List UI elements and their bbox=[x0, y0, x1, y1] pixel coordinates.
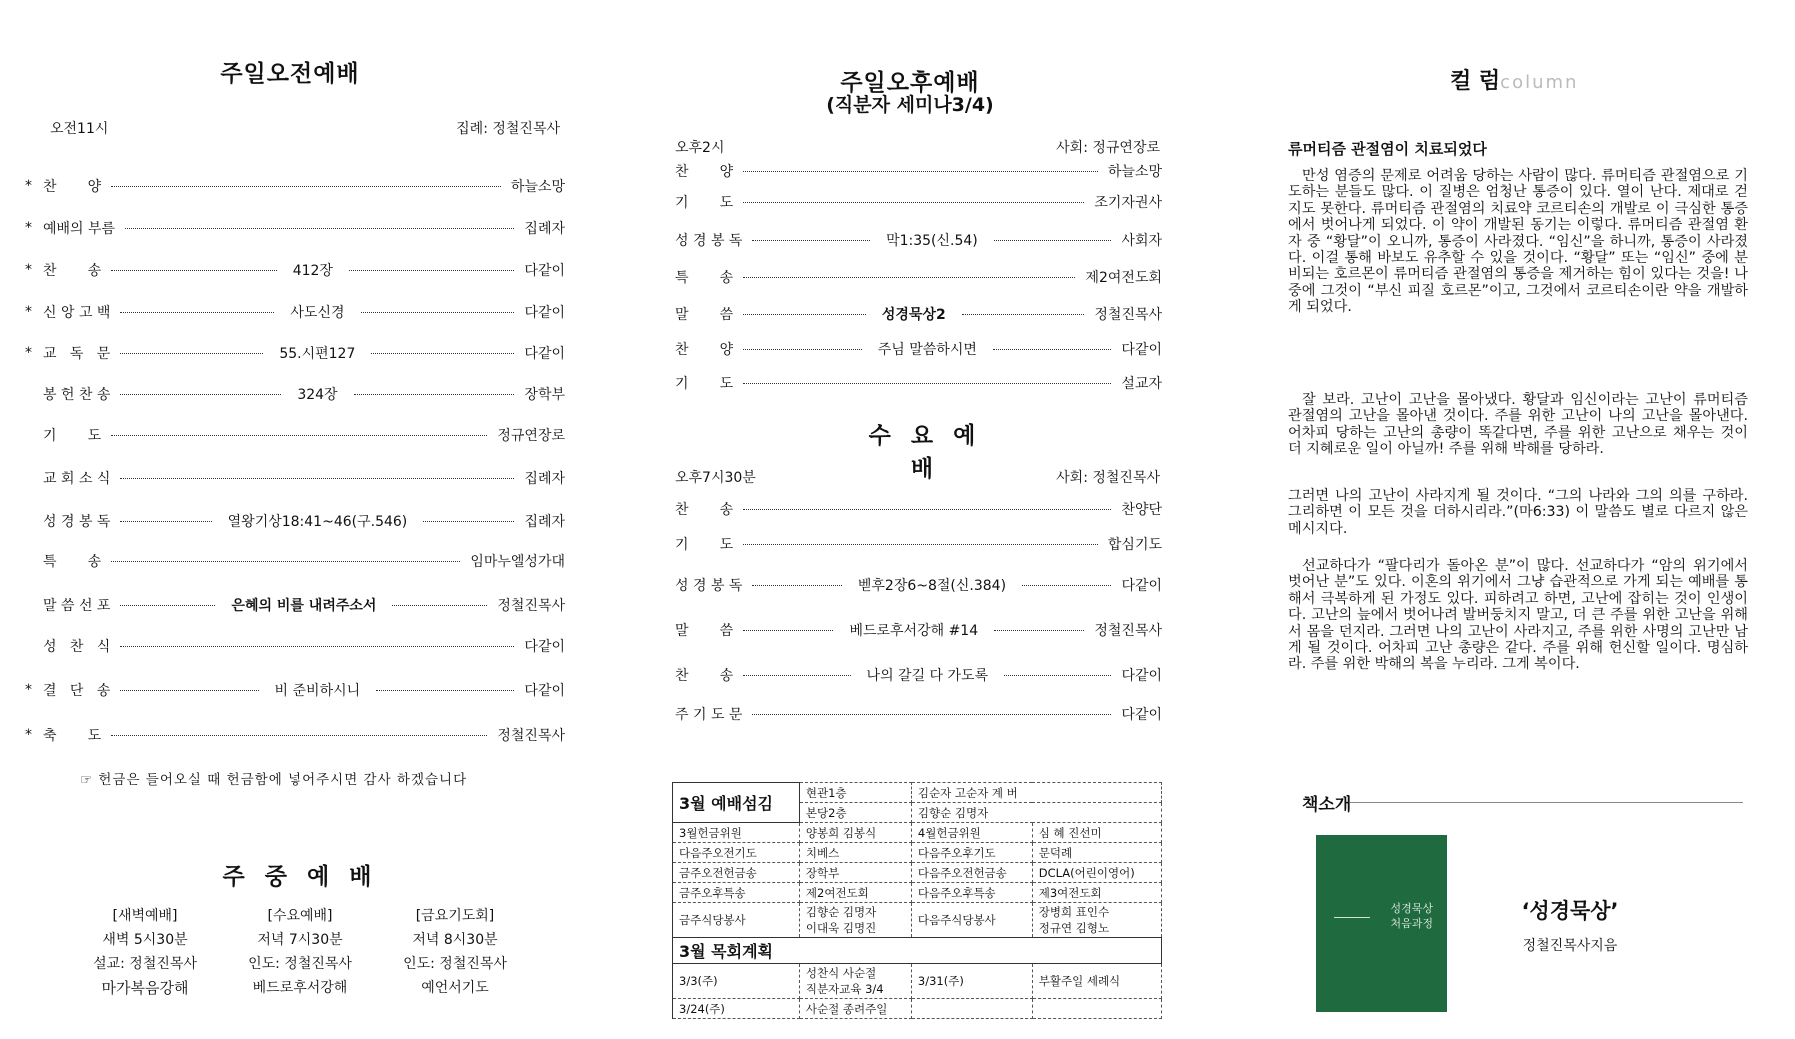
order-item-leader: 다같이 bbox=[524, 683, 565, 699]
leader-dots bbox=[743, 544, 1098, 545]
dawn-service bbox=[65, 904, 225, 1000]
leader-dots bbox=[743, 675, 850, 676]
order-row bbox=[675, 664, 1162, 686]
order-item-name: 기 도 bbox=[675, 195, 734, 211]
order-item-name: 기 도 bbox=[43, 428, 102, 444]
plan-title: 3월 목회계획 bbox=[673, 938, 1162, 964]
weekday-title: 주 중 예 배 bbox=[222, 864, 378, 890]
duty-row bbox=[673, 823, 1162, 843]
duty-cell: 다음주오전헌금송 bbox=[911, 863, 1032, 883]
order-item-name: 말 씀 선 포 bbox=[43, 598, 111, 614]
order-row bbox=[25, 724, 565, 746]
leader-dots bbox=[993, 349, 1112, 350]
order-item-name: 말 씀 bbox=[675, 623, 734, 639]
leader-dots bbox=[376, 690, 514, 691]
order-item-name: 찬 송 bbox=[675, 668, 734, 684]
duty-row bbox=[673, 999, 1162, 1019]
duty-cell: 장학부 bbox=[799, 863, 911, 883]
duty-cell: 다음주식당봉사 bbox=[911, 903, 1032, 938]
order-item-detail: 55.시편127 bbox=[279, 346, 356, 362]
order-item-detail: 열왕기상18:41~46(구.546) bbox=[227, 514, 408, 530]
leader-dots bbox=[752, 585, 841, 586]
duty-cell: 3/3(주) bbox=[673, 964, 800, 999]
order-item-leader: 합심기도 bbox=[1107, 537, 1162, 553]
leader-dots bbox=[743, 349, 862, 350]
afternoon-time: 오후2시 bbox=[675, 140, 725, 156]
dawn-service-time: 새벽 5시30분 bbox=[102, 932, 188, 948]
order-item-leader: 하늘소망 bbox=[510, 179, 565, 195]
order-item-detail: 베드로후서강해 #14 bbox=[849, 623, 979, 639]
plan-grid bbox=[673, 964, 1162, 1019]
wed-service-time: 저녁 7시30분 bbox=[257, 932, 343, 948]
order-item-leader: 조기자권사 bbox=[1094, 195, 1162, 211]
order-item-name: 찬 양 bbox=[675, 342, 734, 358]
order-row bbox=[675, 191, 1162, 213]
column-title-ko: 컬 럼 bbox=[1450, 69, 1501, 94]
column-paragraph-2: 잘 보라. 고난이 고난을 몰아냈다. 황달과 임신이라는 고난이 류머티즘 관절염의 고난을 몰아낸 것이다. 주를 위한 고난이 나의 고난을 몰아낸다. 어차피 당하는 고난의 총량이 똑같다면, 주를 위한 고난으로 채우는 것이 더 지혜로운 일이 아닐까! 주를 위해 박해를 당하라. bbox=[1288, 392, 1748, 458]
order-row bbox=[675, 338, 1162, 360]
column-paragraph-3: 그러면 나의 고난이 사라지게 될 것이다. “그의 나라와 그의 의를 구하라. 그리하면 이 모든 것을 더하시리라.”(마6:33) 이 말씀도 별로 다르지 않은 메시지다. bbox=[1288, 488, 1748, 537]
morning-leader: 집례: 정철진목사 bbox=[456, 121, 560, 137]
fri-service-content: 예언서기도 bbox=[421, 980, 489, 996]
standing-marker: * bbox=[25, 178, 32, 194]
order-item-leader: 다같이 bbox=[1121, 578, 1163, 594]
order-row bbox=[675, 619, 1162, 641]
order-item-detail: 비 준비하시니 bbox=[274, 683, 361, 699]
order-row bbox=[25, 679, 565, 701]
order-row bbox=[675, 703, 1162, 725]
order-row bbox=[25, 217, 565, 239]
duty-cell bbox=[1032, 999, 1161, 1019]
duty-cell: 김향순 김명자 이대욱 김명진 bbox=[799, 903, 911, 938]
order-item-name: 찬 송 bbox=[675, 502, 734, 518]
order-item-detail: 324장 bbox=[297, 387, 338, 403]
order-item-leader: 집례자 bbox=[524, 471, 565, 487]
fri-service-leader: 인도: 정철진목사 bbox=[403, 956, 507, 972]
order-item-leader: 다같이 bbox=[1121, 668, 1163, 684]
book-cover-image bbox=[1316, 835, 1447, 1012]
leader-dots bbox=[349, 270, 514, 271]
order-item-name: 교 독 문 bbox=[43, 346, 111, 362]
standing-marker: * bbox=[25, 220, 32, 236]
leader-dots bbox=[962, 314, 1085, 315]
duty-row bbox=[673, 883, 1162, 903]
order-item-leader: 제2여전도회 bbox=[1085, 270, 1162, 286]
duty-service-title: 3월 예배섬김 bbox=[673, 783, 800, 823]
order-item-leader: 장학부 bbox=[524, 387, 565, 403]
duty-cell: 치베스 bbox=[799, 843, 911, 863]
column-heading: 류머티즘 관절염이 치료되었다 bbox=[1288, 140, 1487, 158]
duty-table bbox=[672, 782, 1162, 1019]
order-row bbox=[675, 160, 1162, 182]
leader-dots bbox=[994, 240, 1112, 241]
order-row bbox=[25, 550, 565, 572]
column-title bbox=[1450, 64, 1578, 95]
leader-dots bbox=[994, 630, 1084, 631]
order-item-name: 교 회 소 식 bbox=[43, 471, 111, 487]
plan-title-row bbox=[673, 938, 1162, 964]
order-item-leader: 다같이 bbox=[524, 305, 566, 321]
duty-cell: 성찬식 사순절 직분자교육 3/4 bbox=[799, 964, 911, 999]
column-paragraph-4: 선교하다가 “팔다리가 돌아온 분”이 많다. 선교하다가 “암의 위기에서 벗어난 분”도 있다. 이혼의 위기에서 그냥 습관적으로 가게 되는 예배를 통해서 극복하게 된 가정도 있다. 피하려고 하면, 고난에 잡히는 것이 인생이다. 고난의 늪에서 벗어나려 발버둥치지 말고, 더 큰 주를 위한 고난을 위해서 몸을 던지라. 그러면 나의 고난이 사라지고, 주를 위한 사명의 고난만 남게 될 것이다. 어차피 고난 총량은 같다. 주를 위해 헌신할 일이다. 명심하라. 주를 위한 박해의 복을 누리라. 그게 복이다. bbox=[1288, 558, 1748, 673]
order-item-name: 봉 헌 찬 송 bbox=[43, 387, 111, 403]
order-item-name: 결 단 송 bbox=[43, 683, 111, 699]
dawn-service-leader: 설교: 정철진목사 bbox=[93, 956, 197, 972]
duty-cell: 4월헌금위원 bbox=[911, 823, 1032, 843]
order-item-leader: 정철진목사 bbox=[497, 728, 565, 744]
duty-grid bbox=[673, 823, 1162, 938]
order-item-detail: 벧후2장6~8절(신.384) bbox=[857, 578, 1007, 594]
standing-marker: * bbox=[25, 304, 32, 320]
dawn-service-content: 마가복음강해 bbox=[101, 979, 189, 997]
order-row bbox=[25, 342, 565, 364]
order-row bbox=[25, 635, 565, 657]
duty-cell: 문덕례 bbox=[1032, 843, 1161, 863]
leader-dots bbox=[392, 605, 487, 606]
leader-dots bbox=[1022, 585, 1111, 586]
order-item-leader: 임마누엘성가대 bbox=[470, 554, 565, 570]
leader-dots bbox=[354, 394, 515, 395]
leader-dots bbox=[361, 312, 515, 313]
order-item-leader: 다같이 bbox=[1121, 707, 1162, 723]
order-item-detail: 나의 갈길 다 가도록 bbox=[866, 668, 989, 684]
leader-dots bbox=[423, 521, 514, 522]
duty-cell: 장병희 표인수 정규연 김형노 bbox=[1032, 903, 1161, 938]
order-item-detail: 주님 말씀하시면 bbox=[877, 342, 977, 358]
dawn-service-name: [새벽예배] bbox=[112, 908, 178, 924]
order-row bbox=[25, 175, 565, 197]
duty-cell: 사순절 종려주일 bbox=[799, 999, 911, 1019]
order-item-name: 찬 양 bbox=[675, 164, 734, 180]
duty-row bbox=[673, 903, 1162, 938]
leader-dots bbox=[120, 646, 514, 647]
order-item-name: 기 도 bbox=[675, 376, 734, 392]
duty-cell: 김향순 김명자 bbox=[911, 803, 1161, 823]
duty-cell: 본당2층 bbox=[799, 803, 911, 823]
wednesday-leader: 사회: 정철진목사 bbox=[1056, 470, 1160, 486]
duty-row bbox=[673, 783, 1162, 803]
order-item-detail: 사도신경 bbox=[290, 305, 345, 321]
leader-dots bbox=[111, 186, 501, 187]
standing-marker: * bbox=[25, 682, 32, 698]
offering-notice: ☞ 헌금은 들어오실 때 헌금함에 넣어주시면 감사 하겠습니다 bbox=[80, 772, 468, 788]
order-row bbox=[25, 594, 565, 616]
order-row bbox=[25, 424, 565, 446]
book-cover-rule bbox=[1334, 917, 1370, 918]
wed-service-name: [수요예배] bbox=[267, 908, 333, 924]
order-item-leader: 정철진목사 bbox=[1094, 623, 1162, 639]
order-row bbox=[675, 498, 1162, 520]
order-item-leader: 집례자 bbox=[524, 514, 566, 530]
duty-row bbox=[673, 964, 1162, 999]
leader-dots bbox=[111, 435, 487, 436]
duty-cell: 현관1층 bbox=[799, 783, 911, 803]
duty-cell: 제2여전도회 bbox=[799, 883, 911, 903]
order-row bbox=[25, 301, 565, 323]
order-item-leader: 정규연장로 bbox=[497, 428, 565, 444]
order-item-detail: 막1:35(신.54) bbox=[886, 233, 978, 249]
order-row bbox=[675, 303, 1162, 325]
duty-cell: 3/31(주) bbox=[911, 964, 1032, 999]
wed-service-content: 베드로후서강해 bbox=[252, 980, 348, 996]
leader-dots bbox=[743, 202, 1084, 203]
order-row bbox=[675, 533, 1162, 555]
wed-service-leader: 인도: 정철진목사 bbox=[248, 956, 352, 972]
book-author: 정철진목사지음 bbox=[1522, 938, 1618, 954]
fri-service-time: 저녁 8시30분 bbox=[412, 932, 498, 948]
order-item-leader: 집례자 bbox=[524, 221, 565, 237]
duty-cell: 부활주일 세례식 bbox=[1032, 964, 1161, 999]
order-item-detail: 412장 bbox=[292, 263, 333, 279]
order-item-leader: 찬양단 bbox=[1121, 502, 1162, 518]
standing-marker: * bbox=[25, 345, 32, 361]
duty-cell: 다음주오후기도 bbox=[911, 843, 1032, 863]
fri-service-name: [금요기도회] bbox=[415, 908, 495, 924]
duty-cell: 3월헌금위원 bbox=[673, 823, 800, 843]
order-item-name: 축 도 bbox=[43, 728, 102, 744]
order-row bbox=[675, 266, 1162, 288]
duty-cell: 다음주오전기도 bbox=[673, 843, 800, 863]
duty-cell: 심 혜 진선미 bbox=[1032, 823, 1161, 843]
order-item-name: 특 송 bbox=[43, 554, 102, 570]
leader-dots bbox=[743, 630, 833, 631]
order-item-name: 말 씀 bbox=[675, 307, 734, 323]
leader-dots bbox=[743, 509, 1111, 510]
duty-cell: 양봉희 김봉식 bbox=[799, 823, 911, 843]
column-title-en: column bbox=[1500, 72, 1579, 93]
order-item-name: 신 앙 고 백 bbox=[43, 305, 111, 321]
duty-row bbox=[673, 843, 1162, 863]
order-item-detail: 성경묵상2 bbox=[881, 307, 946, 323]
leader-dots bbox=[120, 605, 215, 606]
order-item-leader: 다같이 bbox=[1121, 342, 1162, 358]
order-row bbox=[25, 467, 565, 489]
leader-dots bbox=[743, 383, 1111, 384]
book-cover-title: 성경묵상 처음과정 bbox=[1390, 902, 1433, 930]
order-row bbox=[25, 259, 565, 281]
leader-dots bbox=[120, 353, 263, 354]
order-row bbox=[675, 372, 1162, 394]
order-row bbox=[25, 510, 565, 532]
morning-time: 오전11시 bbox=[50, 121, 109, 137]
leader-dots bbox=[743, 171, 1098, 172]
duty-row bbox=[673, 863, 1162, 883]
leader-dots bbox=[743, 277, 1075, 278]
duty-cell: 3/24(주) bbox=[673, 999, 800, 1019]
order-item-name: 예배의 부름 bbox=[43, 221, 116, 237]
book-section-title: 책소개 bbox=[1302, 795, 1352, 815]
friday-service-info bbox=[375, 904, 535, 1000]
afternoon-title: 주일오후예배 bbox=[840, 70, 980, 96]
leader-dots bbox=[111, 735, 487, 736]
order-item-leader: 다같이 bbox=[524, 346, 565, 362]
order-item-leader: 다같이 bbox=[524, 639, 565, 655]
order-item-name: 특 송 bbox=[675, 270, 734, 286]
wednesday-time: 오후7시30분 bbox=[675, 470, 756, 486]
order-item-name: 주 기 도 문 bbox=[675, 707, 743, 723]
order-item-detail: 은혜의 비를 내려주소서 bbox=[231, 598, 377, 614]
order-item-name: 성 경 봉 독 bbox=[675, 578, 743, 594]
order-item-name: 기 도 bbox=[675, 537, 734, 553]
order-row bbox=[675, 574, 1162, 596]
duty-cell: 금주식당봉사 bbox=[673, 903, 800, 938]
wednesday-title: 수 요 예 배 bbox=[868, 423, 982, 482]
order-item-leader: 하늘소망 bbox=[1107, 164, 1162, 180]
leader-dots bbox=[120, 312, 274, 313]
leader-dots bbox=[1004, 675, 1111, 676]
book-title: ‘성경묵상’ bbox=[1521, 899, 1619, 923]
order-item-leader: 다같이 bbox=[524, 263, 565, 279]
order-item-leader: 설교자 bbox=[1121, 376, 1162, 392]
leader-dots bbox=[752, 714, 1111, 715]
order-item-name: 성 경 봉 독 bbox=[675, 233, 743, 249]
leader-dots bbox=[371, 353, 514, 354]
leader-dots bbox=[743, 314, 866, 315]
leader-dots bbox=[111, 561, 460, 562]
duty-cell: 김순자 고순자 계 버 bbox=[911, 783, 1161, 803]
duty-cell: 금주오전헌금송 bbox=[673, 863, 800, 883]
order-item-name: 성 경 봉 독 bbox=[43, 514, 111, 530]
standing-marker: * bbox=[25, 262, 32, 278]
duty-cell: 금주오후특송 bbox=[673, 883, 800, 903]
afternoon-subtitle: (직분자 세미나3/4) bbox=[826, 94, 994, 116]
leader-dots bbox=[752, 240, 870, 241]
standing-marker: * bbox=[25, 727, 32, 743]
order-item-leader: 정철진목사 bbox=[1094, 307, 1163, 323]
leader-dots bbox=[125, 228, 514, 229]
order-item-name: 찬 양 bbox=[43, 179, 102, 195]
afternoon-leader: 사회: 정규연장로 bbox=[1056, 140, 1160, 156]
leader-dots bbox=[120, 690, 258, 691]
column-paragraph-1: 만성 염증의 문제로 어려움 당하는 사람이 많다. 류머티즘 관절염으로 기도하는 분들도 많다. 이 질병은 엄청난 통증이 있다. 열이 난다. 제대로 걷지도 못한다. 류머티즘 관절염의 치료약 코르티손의 개발로 이 극심한 통증에서 벗어나게 되었다. 이 약이 개발된 동기는 이렇다. 류머티즘 관절염 환자 중 “황달”이 오니까, 통증이 사라졌다. “임신”을 하니까, 통증이 사라졌다. 이걸 통해 바보도 유추할 수 있을 것이다. “황달” 또는 “임신” 중에 분비되는 호르몬이 류머티즘 관절염의 통증을 제거하는 힘이 있다는 것을! 나중에 그것이 “부신 피질 호르몬”이고, 그것에서 코르티손이란 약을 개발하게 되었다. bbox=[1288, 168, 1748, 316]
order-row bbox=[25, 383, 565, 405]
leader-dots bbox=[120, 521, 211, 522]
order-item-name: 찬 송 bbox=[43, 263, 102, 279]
wednesday-service-info bbox=[220, 904, 380, 1000]
morning-title: 주일오전예배 bbox=[220, 61, 360, 87]
duty-cell bbox=[911, 999, 1032, 1019]
order-item-leader: 사회자 bbox=[1121, 233, 1162, 249]
leader-dots bbox=[120, 394, 281, 395]
duty-cell: 제3여전도회 bbox=[1032, 883, 1161, 903]
leader-dots bbox=[120, 478, 514, 479]
duty-cell: 다음주오후특송 bbox=[911, 883, 1032, 903]
book-section-divider bbox=[1350, 802, 1743, 803]
leader-dots bbox=[111, 270, 276, 271]
duty-cell: DCLA(어린이영어) bbox=[1032, 863, 1161, 883]
order-row bbox=[675, 229, 1162, 251]
order-item-leader: 정철진목사 bbox=[497, 598, 566, 614]
order-item-name: 성 찬 식 bbox=[43, 639, 111, 655]
